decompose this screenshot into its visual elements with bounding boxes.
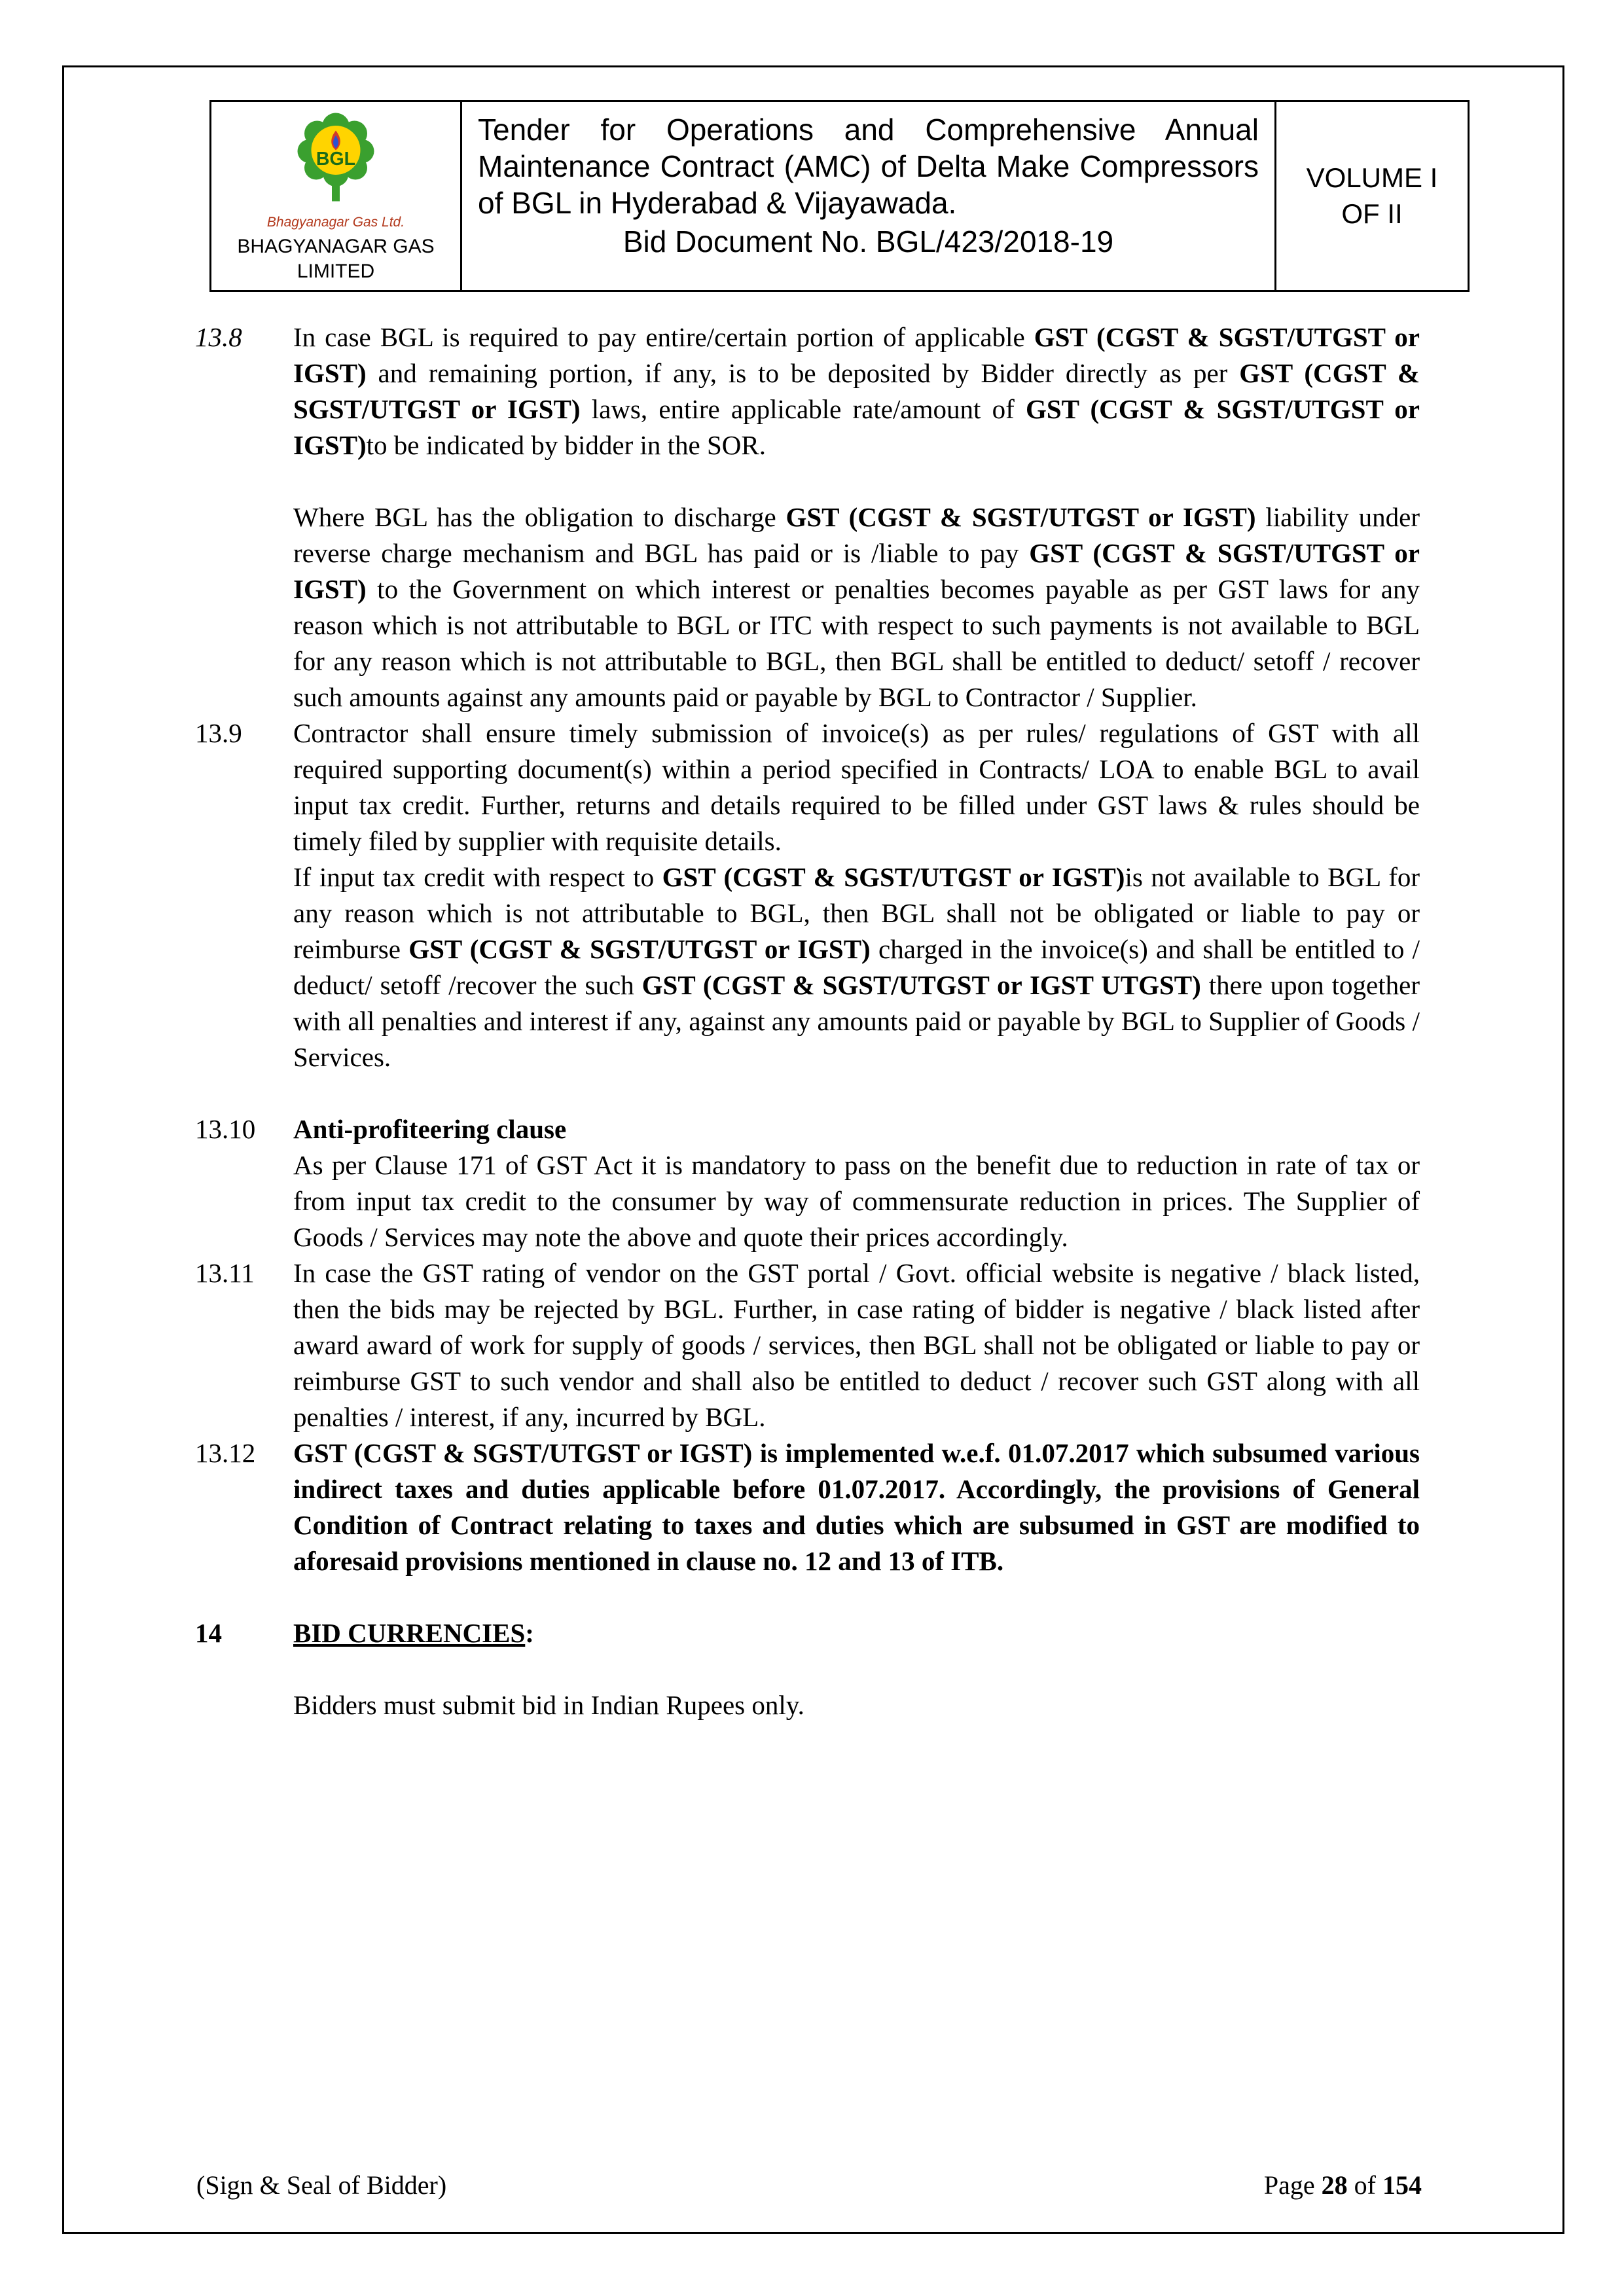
clause-text bbox=[293, 1255, 1420, 1435]
paragraph: GST (CGST & SGST/UTGST or IGST) is implemented w.e.f. 01.07.2017 which subsumed various indirect taxes and duties applicable before 01.07.2017. Accordingly, the provisions of General Condition of Contract relating to taxes and duties which are subsumed in GST are modified to aforesaid provisions mentioned in clause no. 12 and 13 of ITB. bbox=[293, 1438, 1420, 1576]
clause-13-9 bbox=[195, 715, 1420, 1111]
volume-line1: VOLUME I bbox=[1306, 162, 1438, 193]
clause-text bbox=[293, 1111, 1420, 1255]
document-body bbox=[64, 292, 1562, 1723]
paragraph: In case BGL is required to pay entire/certain portion of applicable GST (CGST & SGST/UTGST or IGST) and remaining portion, if any, is to be deposited by Bidder directly as per GST (CGST & SGST/UTGST or IGST) laws, entire applicable rate/amount of GST (CGST & SGST/UTGST or IGST)to be indicated by bidder in the SOR. bbox=[293, 322, 1420, 460]
clause-13-11 bbox=[195, 1255, 1420, 1435]
organization-name-line1: BHAGYANAGAR GAS bbox=[237, 236, 435, 257]
volume-cell bbox=[1274, 102, 1468, 290]
paragraph: If input tax credit with respect to GST (CGST & SGST/UTGST or IGST)is not available to BGL for any reason which is not attributable to BGL, then BGL shall not be obligated or liable to pay or reimburse GST (CGST & SGST/UTGST or IGST) charged in the invoice(s) and shall be entitled to / deduct/ setoff /recover the such GST (CGST & SGST/UTGST or IGST UTGST) there upon together with all penalties and interest if any, against any amounts paid or payable by BGL to Supplier of Goods / Services. bbox=[293, 862, 1420, 1072]
bgl-logo-icon bbox=[287, 109, 385, 213]
bid-document-number: Bid Document No. BGL/423/2018-19 bbox=[623, 224, 1114, 259]
clause-text bbox=[293, 1615, 1420, 1723]
clause-13-10 bbox=[195, 1111, 1420, 1255]
clause-heading: Anti-profiteering clause bbox=[293, 1114, 567, 1144]
clause-heading: BID CURRENCIES: bbox=[293, 1618, 534, 1648]
clause-number: 13.8 bbox=[195, 322, 242, 352]
clause-number: 13.11 bbox=[195, 1258, 255, 1288]
volume-line2: OF II bbox=[1341, 198, 1403, 229]
clause-number: 13.9 bbox=[195, 718, 242, 748]
paragraph: Where BGL has the obligation to discharge GST (CGST & SGST/UTGST or IGST) liability under reverse charge mechanism and BGL has paid or is /liable to pay GST (CGST & SGST/UTGST or IGST) to the Government on which interest or penalties becomes payable as per GST laws for any reason which is not attributable to BGL or ITC with respect to such payments is not available to BGL for any reason which is not attributable to BGL, then BGL shall be entitled to deduct/ setoff / recover such amounts against any amounts paid or payable by BGL to Contractor / Supplier. bbox=[293, 502, 1420, 712]
page-footer bbox=[64, 2170, 1562, 2200]
page-number: Page 28 of 154 bbox=[1263, 2170, 1422, 2200]
document-header bbox=[209, 100, 1470, 292]
clause-number: 14 bbox=[195, 1618, 222, 1648]
organization-name-line2: LIMITED bbox=[297, 260, 375, 282]
clause-number: 13.10 bbox=[195, 1114, 256, 1144]
paragraph: Bidders must submit bid in Indian Rupees only. bbox=[293, 1690, 804, 1720]
clause-13-8 bbox=[195, 319, 1420, 715]
title-cell bbox=[460, 102, 1274, 290]
svg-text:BGL: BGL bbox=[316, 149, 356, 170]
paragraph: Contractor shall ensure timely submission of invoice(s) as per rules/ regulations of GST with all required supporting document(s) within a period specified in Contracts/ LOA to enable BGL to avail input tax credit. Further, returns and details required to be filled under GST laws & rules should be timely filed by supplier with requisite details. bbox=[293, 718, 1420, 856]
clause-text bbox=[293, 1435, 1420, 1615]
organization-name bbox=[237, 234, 434, 283]
clause-13-12 bbox=[195, 1435, 1420, 1615]
logo-cell bbox=[211, 102, 460, 290]
clause-14 bbox=[195, 1615, 1420, 1723]
clause-text bbox=[293, 715, 1420, 1111]
clause-number: 13.12 bbox=[195, 1438, 256, 1468]
clause-text bbox=[293, 319, 1420, 715]
logo-caption: Bhagyanagar Gas Ltd. bbox=[266, 215, 405, 230]
paragraph: In case the GST rating of vendor on the GST portal / Govt. official website is negative / black listed, then the bids may be rejected by BGL. Further, in case rating of bidder is negative / black listed after award award of work for supply of goods / services, then BGL shall not be obligated or liable to pay or reimburse GST to such vendor and shall also be entitled to deduct / recover such GST along with all penalties / interest, if any, incurred by BGL. bbox=[293, 1258, 1420, 1432]
document-title: Tender for Operations and Comprehensive Annual Maintenance Contract (AMC) of Delta Make Compressors of BGL in Hyderabad & Vijayawada. bbox=[478, 113, 1259, 221]
sign-seal-note: (Sign & Seal of Bidder) bbox=[196, 2170, 447, 2200]
page-border bbox=[62, 65, 1564, 2234]
paragraph: As per Clause 171 of GST Act it is mandatory to pass on the benefit due to reduction in rate of tax or from input tax credit to the consumer by way of commensurate reduction in prices. The Supplier of Goods / Services may note the above and quote their prices accordingly. bbox=[293, 1150, 1420, 1252]
